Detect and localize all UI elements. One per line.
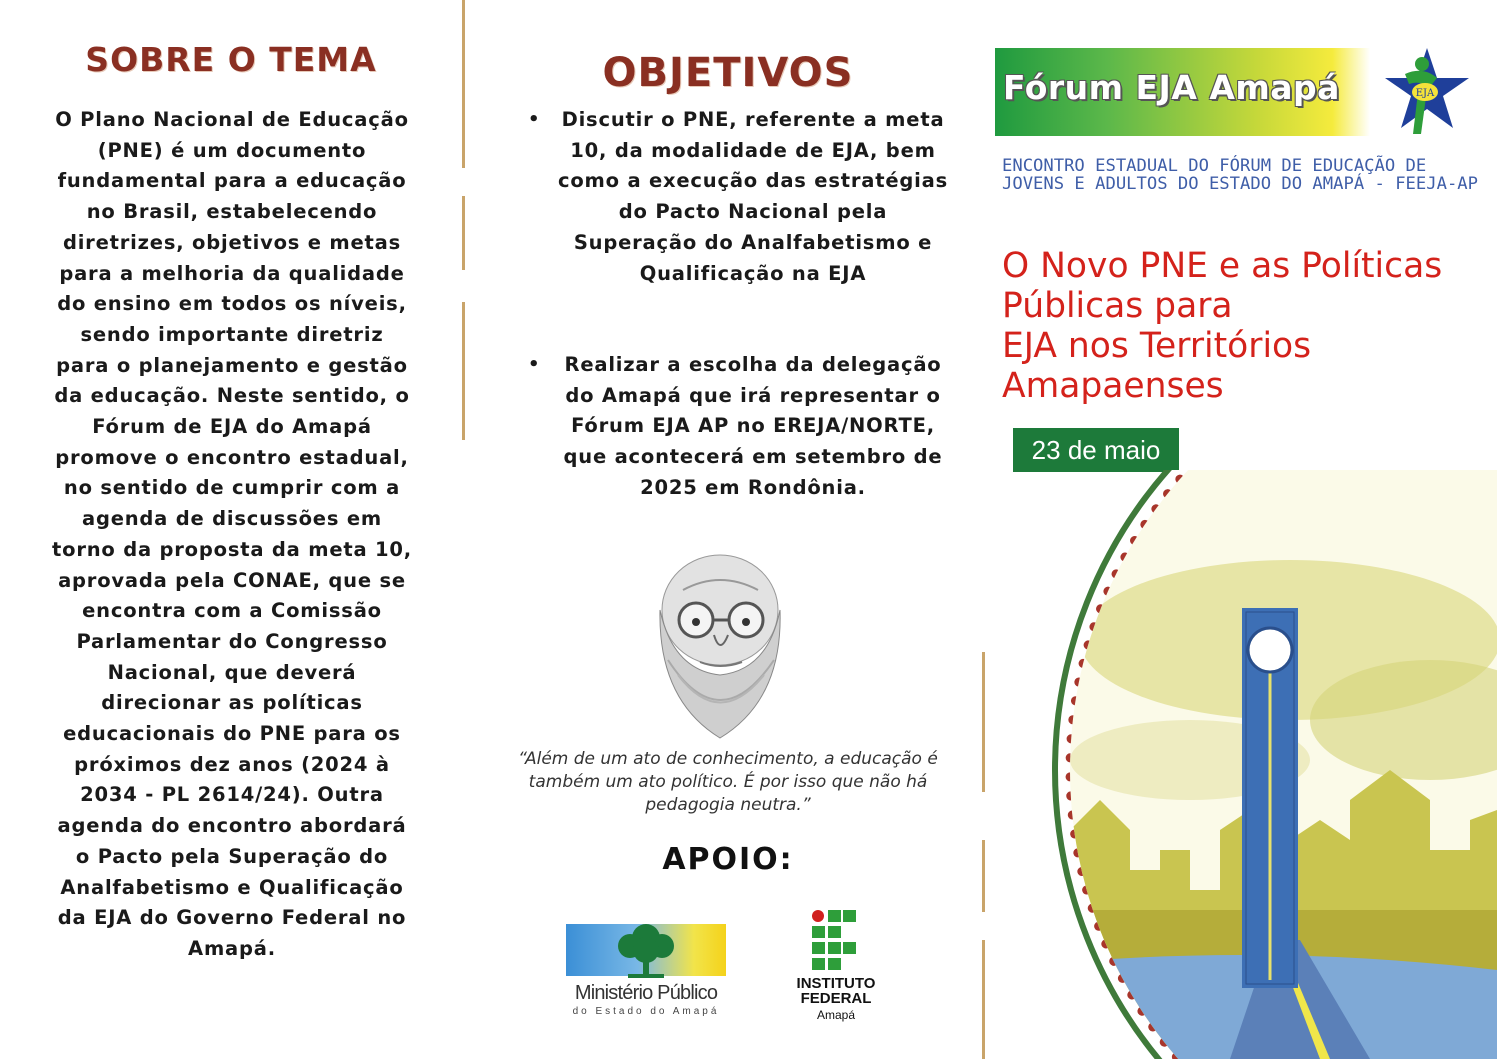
event-subtitle	[1002, 157, 1497, 193]
if-grid-icon	[812, 910, 860, 972]
event-title-line1: O Novo PNE e as Políticas	[1002, 246, 1443, 286]
event-title	[1002, 246, 1482, 406]
divider-left-2	[462, 196, 465, 270]
freire-quote: “Além de um ato de conhecimento, a educação é também um ato político. É por isso que não há pedagogia neutra.”	[518, 749, 938, 815]
event-subtitle-line2: JOVENS E ADULTOS DO ESTADO DO AMAPÁ - FEEJA-AP	[1002, 174, 1478, 194]
objective-text: Discutir o PNE, referente a meta 10, da modalidade de EJA, bem como a execução das estratégias do Pacto Nacional pela Superação do Analfabetismo e Qualificação na EJA	[558, 108, 948, 285]
objectives-list	[528, 105, 948, 289]
event-title-line2: Públicas para	[1002, 286, 1233, 326]
forum-banner	[995, 48, 1370, 136]
event-title-line3: EJA nos Territórios	[1002, 326, 1312, 366]
instituto-federal-logo	[786, 910, 886, 1025]
objective-text: Realizar a escolha da delegação do Amapá que irá representar o Fórum EJA AP no EREJA/NORTE, que acontecerá em setembro de 2025 em Rondônia.	[563, 353, 943, 499]
about-panel	[0, 0, 462, 1059]
support-heading: APOIO:	[662, 842, 794, 877]
if-logo-line1: INSTITUTO	[796, 975, 876, 992]
objective-item	[528, 105, 948, 289]
objectives-list-2	[528, 350, 948, 504]
about-body: O Plano Nacional de Educação (PNE) é um documento fundamental para a educação no Brasil, estabelecendo diretrizes, objetivos e metas para a melhoria da qualidade do ensino em todos os níveis, sendo importante diretriz para o planejamento e gestão da educação. Neste sentido, o Fórum de EJA do Amapá promove o encontro estadual, no sentido de cumprir com a agenda de discussões em torno da proposta da meta 10, aprovada pela CONAE, que se encontra com a Comissão Parlamentar do Congresso Nacional, que deverá direcionar as políticas educacionais do PNE para os próximos dez anos (2024 à 2034 - PL 2614/24). Outra agenda do encontro abordará o Pacto pela Superação do Analfabetismo e Qualificação da EJA do Governo Federal no Amapá.	[52, 108, 412, 960]
about-heading: SOBRE O TEMA	[85, 40, 377, 79]
monument-illustration	[990, 470, 1497, 1059]
eja-logo-text: EJA	[1415, 88, 1435, 99]
divider-left-3	[462, 302, 465, 440]
mp-logo-name: Ministério Público	[574, 982, 718, 1004]
cover-panel	[990, 0, 1497, 1059]
bullet-icon: •	[528, 109, 541, 130]
tree-icon	[610, 920, 682, 980]
event-title-line4: Amapaenses	[1002, 366, 1224, 406]
portrait-illustration	[638, 550, 803, 740]
ministerio-publico-logo	[566, 920, 726, 1020]
divider-left-1	[462, 0, 465, 168]
bullet-icon: •	[528, 354, 541, 375]
objective-item	[528, 350, 948, 504]
event-date-badge: 23 de maio	[1013, 428, 1179, 472]
objectives-panel	[468, 0, 988, 1059]
if-logo-line2: FEDERAL	[800, 990, 872, 1007]
event-subtitle-line1: ENCONTRO ESTADUAL DO FÓRUM DE EDUCAÇÃO DE	[1002, 156, 1427, 176]
if-logo-subtitle: Amapá	[816, 1008, 856, 1022]
objectives-heading: OBJETIVOS	[602, 50, 854, 96]
eja-star-logo	[1375, 44, 1475, 139]
if-logo-name	[786, 976, 886, 1006]
forum-banner-title: Fórum EJA Amapá	[1003, 68, 1340, 107]
mp-logo-subtitle: do Estado do Amapá	[572, 1006, 720, 1017]
